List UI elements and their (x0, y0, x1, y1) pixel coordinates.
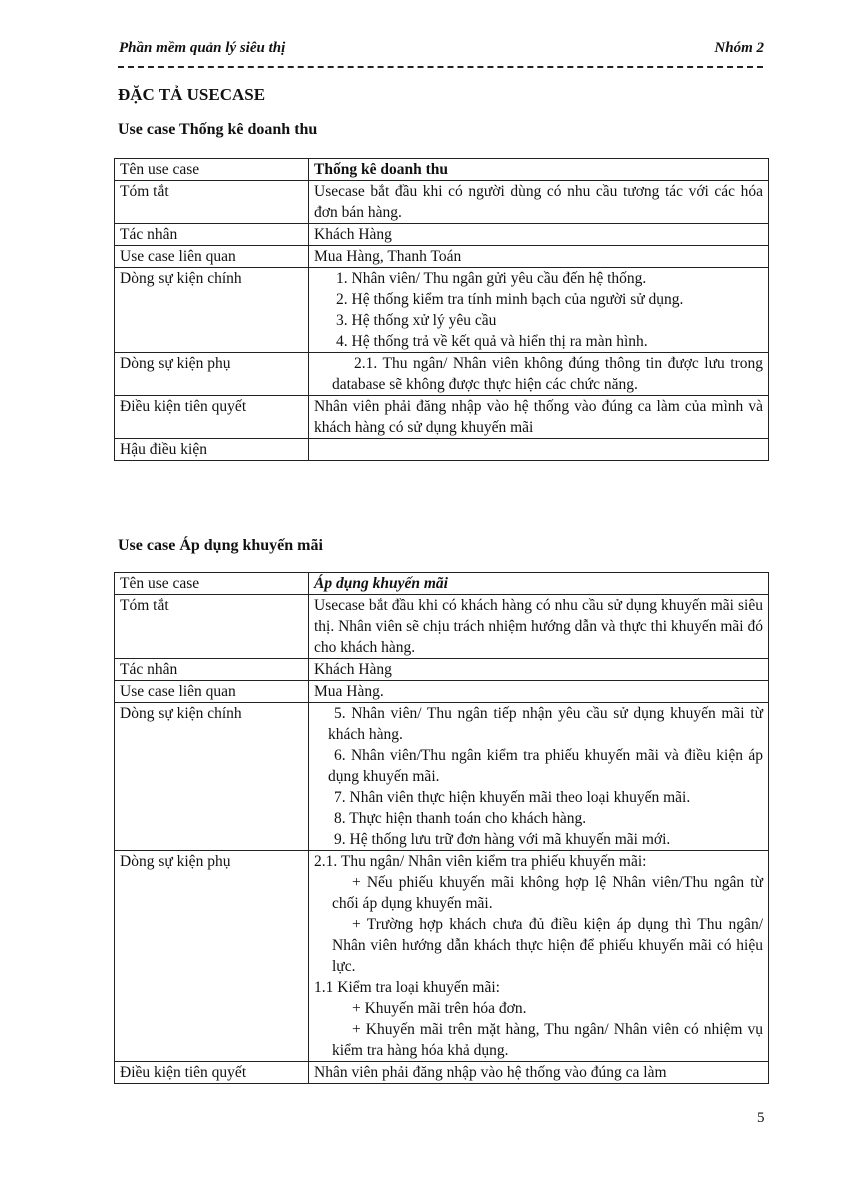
row-value (309, 353, 769, 396)
table-row (115, 268, 769, 353)
table-row (115, 159, 769, 181)
flow-step: 2.1. Thu ngân/ Nhân viên kiểm tra phiếu khuyến mãi: (314, 853, 647, 870)
usecase-promotion-table (114, 572, 769, 1084)
row-label: Tên use case (115, 573, 309, 595)
row-label: Use case liên quan (115, 681, 309, 703)
table-row (115, 703, 769, 851)
usecase-name: Thống kê doanh thu (309, 159, 769, 181)
header-group-name: Nhóm 2 (714, 40, 764, 56)
flow-substep: + Nếu phiếu khuyến mãi không hợp lệ Nhân viên/Thu ngân từ chối áp dụng khuyến mãi. (332, 874, 763, 912)
table-row (115, 439, 769, 461)
table-row (115, 181, 769, 224)
table-row (115, 1062, 769, 1084)
running-header (117, 40, 764, 60)
header-project-title: Phần mềm quản lý siêu thị (119, 40, 286, 56)
flow-step: 3. Hệ thống xử lý yêu cầu (336, 312, 497, 329)
flow-step: 7. Nhân viên thực hiện khuyến mãi theo loại khuyến mãi. (334, 789, 691, 806)
flow-step: 4. Hệ thống trả về kết quả và hiển thị ra màn hình. (336, 333, 648, 350)
flow-step: 2.1. Thu ngân/ Nhân viên không đúng thông tin được lưu trong database sẽ không được thực hiện các chức năng. (332, 355, 763, 393)
table-row (115, 353, 769, 396)
table-row (115, 851, 769, 1062)
row-label: Điều kiện tiên quyết (115, 1062, 309, 1084)
row-label: Tên use case (115, 159, 309, 181)
row-label: Tác nhân (115, 224, 309, 246)
row-label: Dòng sự kiện chính (115, 268, 309, 353)
row-label: Tác nhân (115, 659, 309, 681)
row-value: Usecase bắt đầu khi có khách hàng có nhu cầu sử dụng khuyến mãi siêu thị. Nhân viên sẽ chịu trách nhiệm hướng dẫn và thực thi khuyến mãi đó cho khách hàng. (309, 595, 769, 659)
row-value: Mua Hàng. (309, 681, 769, 703)
flow-step: 2. Hệ thống kiểm tra tính minh bạch của người sử dụng. (336, 291, 684, 308)
flow-substep: + Trường hợp khách chưa đủ điều kiện áp dụng thì Thu ngân/ Nhân viên hướng dẫn khách thực hiện để phiếu khuyến mãi có hiệu lực. (332, 916, 763, 975)
flow-step: 5. Nhân viên/ Thu ngân tiếp nhận yêu cầu sử dụng khuyến mãi từ khách hàng. (328, 705, 763, 743)
row-value (309, 703, 769, 851)
row-label: Tóm tắt (115, 181, 309, 224)
usecase-promotion-title: Use case Áp dụng khuyến mãi (118, 537, 323, 554)
flow-step: 6. Nhân viên/Thu ngân kiểm tra phiếu khuyến mãi và điều kiện áp dụng khuyến mãi. (328, 747, 763, 785)
flow-step: 1.1 Kiểm tra loại khuyến mãi: (314, 979, 500, 996)
page-number: 5 (757, 1110, 765, 1126)
row-value: Khách Hàng (309, 659, 769, 681)
row-label: Dòng sự kiện phụ (115, 353, 309, 396)
row-label: Tóm tắt (115, 595, 309, 659)
row-value (309, 439, 769, 461)
usecase-name: Áp dụng khuyến mãi (309, 573, 769, 595)
row-value: Nhân viên phải đăng nhập vào hệ thống vào đúng ca làm của mình và khách hàng có sử dụng khuyến mãi (309, 396, 769, 439)
table-row (115, 595, 769, 659)
row-value: Khách Hàng (309, 224, 769, 246)
row-value: Mua Hàng, Thanh Toán (309, 246, 769, 268)
table-row (115, 573, 769, 595)
flow-step: 9. Hệ thống lưu trữ đơn hàng với mã khuyến mãi mới. (334, 831, 671, 848)
page-title: ĐẶC TẢ USECASE (118, 85, 266, 104)
header-divider (118, 66, 763, 68)
row-value (309, 851, 769, 1062)
table-row (115, 659, 769, 681)
usecase-revenue-title: Use case Thống kê doanh thu (118, 121, 318, 138)
flow-substep: + Khuyến mãi trên mặt hàng, Thu ngân/ Nhân viên có nhiệm vụ kiểm tra hàng hóa khả dụng. (332, 1021, 763, 1059)
table-row (115, 246, 769, 268)
table-row (115, 224, 769, 246)
table-row (115, 396, 769, 439)
usecase-revenue-table (114, 158, 769, 461)
flow-step: 1. Nhân viên/ Thu ngân gửi yêu cầu đến hệ thống. (336, 270, 647, 287)
row-label: Dòng sự kiện chính (115, 703, 309, 851)
row-value: Nhân viên phải đăng nhập vào hệ thống vào đúng ca làm (309, 1062, 769, 1084)
row-value (309, 268, 769, 353)
table-row (115, 681, 769, 703)
row-value: Usecase bắt đầu khi có người dùng có nhu cầu tương tác với các hóa đơn bán hàng. (309, 181, 769, 224)
row-label: Use case liên quan (115, 246, 309, 268)
row-label: Dòng sự kiện phụ (115, 851, 309, 1062)
row-label: Điều kiện tiên quyết (115, 396, 309, 439)
flow-step: 8. Thực hiện thanh toán cho khách hàng. (334, 810, 587, 827)
flow-substep: + Khuyến mãi trên hóa đơn. (352, 1000, 527, 1017)
row-label: Hậu điều kiện (115, 439, 309, 461)
